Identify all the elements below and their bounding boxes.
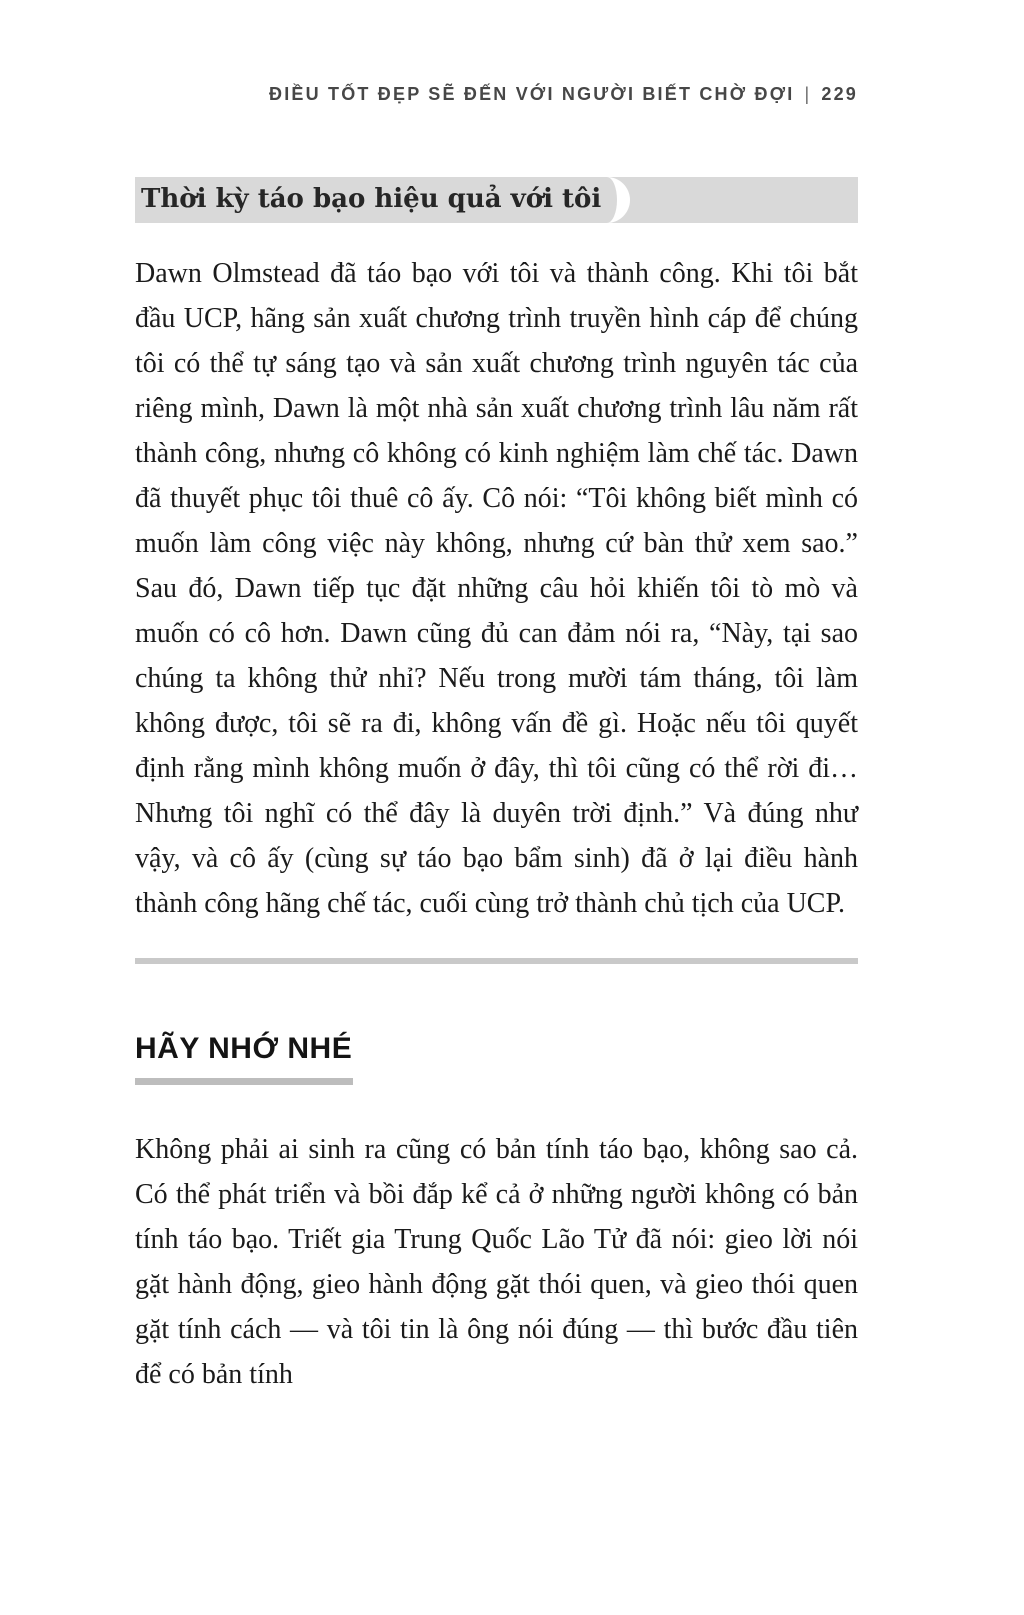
section-heading-bar: [135, 177, 858, 223]
remember-heading-underline: [135, 1078, 353, 1085]
section-heading: Thời kỳ táo bạo hiệu quả với tôi: [141, 183, 602, 214]
running-head: [135, 84, 858, 105]
section-divider: [135, 958, 858, 964]
page-number: 229: [821, 84, 858, 104]
running-head-title: ĐIỀU TỐT ĐẸP SẼ ĐẾN VỚI NGƯỜI BIẾT CHỜ ĐỢI: [269, 84, 795, 104]
paragraph-1: Dawn Olmstead đã táo bạo với tôi và thành công. Khi tôi bắt đầu UCP, hãng sản xuất chương trình truyền hình cáp để chúng tôi có thể tự sáng tạo và sản xuất chương trình nguyên tác của riêng mình, Dawn là một nhà sản xuất chương trình lâu năm rất thành công, nhưng cô không có kinh nghiệm làm chế tác. Dawn đã thuyết phục tôi thuê cô ấy. Cô nói: “Tôi không biết mình có muốn làm công việc này không, nhưng cứ bàn thử xem sao.” Sau đó, Dawn tiếp tục đặt những câu hỏi khiến tôi tò mò và muốn có cô hơn. Dawn cũng đủ can đảm nói ra, “Này, tại sao chúng ta không thử nhỉ? Nếu trong mười tám tháng, tôi làm không được, tôi sẽ ra đi, không vấn đề gì. Hoặc nếu tôi quyết định rằng mình không muốn ở đây, thì tôi cũng có thể rời đi… Nhưng tôi nghĩ có thể đây là duyên trời định.” Và đúng như vậy, và cô ấy (cùng sự táo bạo bẩm sinh) đã ở lại điều hành thành công hãng chế tác, cuối cùng trở thành chủ tịch của UCP.: [135, 258, 858, 919]
remember-heading: HÃY NHỚ NHÉ: [135, 1032, 353, 1065]
section-heading-capsule: [135, 177, 630, 223]
running-head-separator: |: [804, 84, 812, 104]
paragraph-2: Không phải ai sinh ra cũng có bản tính táo bạo, không sao cả. Có thể phát triển và bồi đắp kể cả ở những người không có bản tính táo bạo. Triết gia Trung Quốc Lão Tử đã nói: gieo lời nói gặt hành động, gieo hành động gặt thói quen, và gieo thói quen gặt tính cách — và tôi tin là ông nói đúng — thì bước đầu tiên để có bản tính: [135, 1134, 858, 1390]
